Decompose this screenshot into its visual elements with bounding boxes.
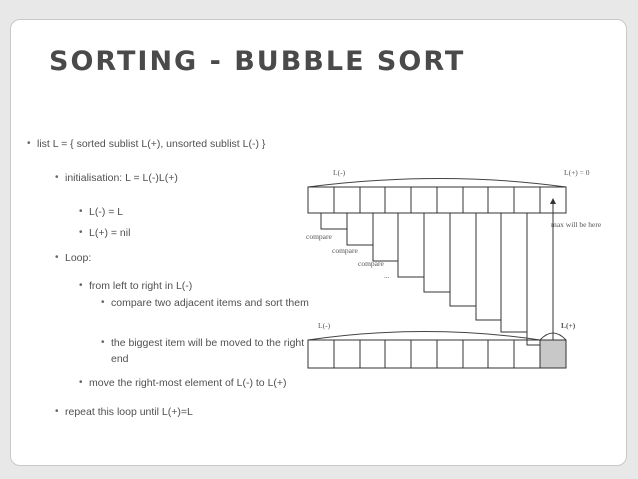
bullet-l-plus: • L(+) = nil bbox=[89, 227, 130, 239]
bottom-left-brace bbox=[308, 332, 540, 341]
slide bbox=[10, 19, 627, 466]
bullet-list-definition: • list L = { sorted sublist L(+), unsorted sublist L(-) } bbox=[37, 138, 265, 150]
top-array bbox=[308, 187, 566, 213]
bottom-left-label: L(-) bbox=[318, 321, 331, 330]
max-note: max will be here bbox=[551, 220, 602, 229]
bullet-biggest: • the biggest item will be moved to the right end bbox=[111, 335, 321, 367]
bottom-right-label: L(+) bbox=[561, 321, 576, 330]
bullet-l-minus: • L(-) = L bbox=[89, 206, 123, 218]
slide-title: SORTING - BUBBLE SORT bbox=[49, 46, 466, 77]
bullet-left-to-right: • from left to right in L(-) bbox=[89, 280, 192, 292]
compare-brackets bbox=[321, 201, 553, 345]
bullet-initialisation: • initialisation: L = L(-)L(+) bbox=[65, 172, 178, 184]
top-right-label: L(+) = 0 bbox=[564, 168, 590, 177]
compare-label-1: compare bbox=[306, 232, 332, 241]
bullet-loop: • Loop: bbox=[65, 252, 91, 264]
compare-label-2: compare bbox=[332, 246, 358, 255]
sorted-cell bbox=[540, 340, 566, 368]
compare-label-3: compare bbox=[358, 259, 384, 268]
bubble-sort-diagram bbox=[11, 20, 628, 467]
top-brace bbox=[308, 179, 566, 188]
bullet-compare: • compare two adjacent items and sort them bbox=[111, 295, 321, 311]
bullet-repeat: • repeat this loop until L(+)=L bbox=[65, 406, 193, 418]
top-left-label: L(-) bbox=[333, 168, 346, 177]
bullet-move: • move the right-most element of L(-) to L(+) bbox=[89, 377, 287, 389]
compare-ellipsis: ... bbox=[384, 271, 390, 280]
